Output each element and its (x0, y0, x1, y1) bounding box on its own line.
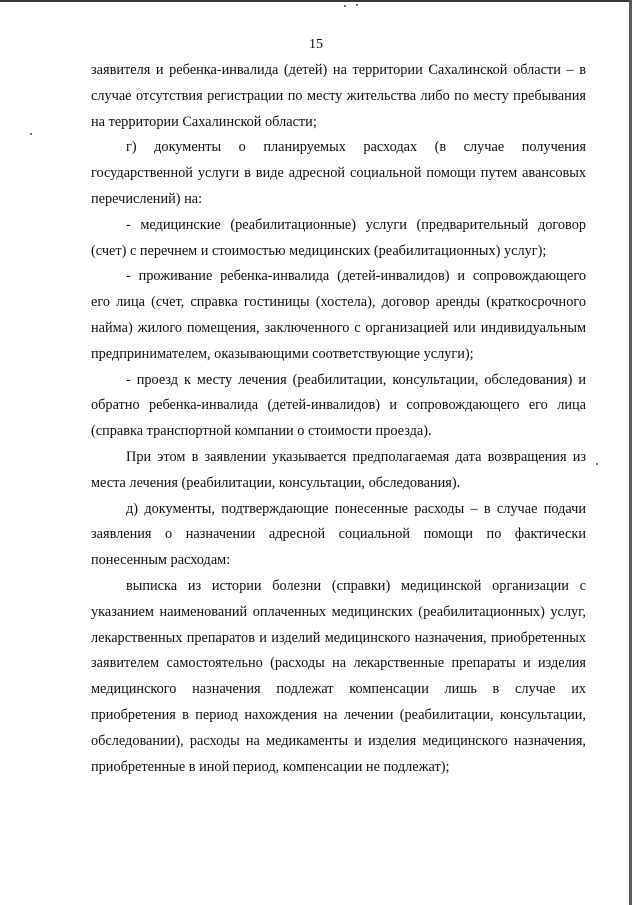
list-item-travel: - проезд к месту лечения (реабилитации, консультации, обследования) и обратно ребенка-инвалида (детей-инвалидов) и сопровождающего его лица (справка транспортной компании о стоимости проезда). (91, 371, 586, 440)
scan-edge-top (0, 0, 632, 2)
scan-speck (30, 133, 32, 135)
paragraph-medical-extract: выписка из истории болезни (справки) медицинской организации с указанием наименований оплаченных медицинских (реабилитационных) услуг, лекарственных препаратов и изделий медицинского назначения, приобретенных заявителем самостоятельно (расходы на лекарственные препараты и изделия медицинского назначения подлежат компенсации лишь в случае их приобретения в период нахождения на лечении (реабилитации, консультации, обследовании), расходы на медикаменты и изделия медицинского назначения, приобретенные в иной период, компенсации не подлежат); (91, 577, 586, 775)
page-number: 15 (309, 37, 323, 52)
scan-speck (344, 5, 346, 7)
document-body (91, 58, 586, 780)
paragraph-continuation: заявителя и ребенка-инвалида (детей) на территории Сахалинской области – в случае отсутствия регистрации по месту жительства либо по месту пребывания на территории Сахалинской области; (91, 62, 586, 130)
paragraph-incurred-expenses: д) документы, подтверждающие понесенные расходы – в случае подачи заявления о назначении адресной социальной помощи по фактически понесенным расходам: (91, 500, 586, 569)
paragraph-planned-expenses: г) документы о планируемых расходах (в случае получения государственной услуги в виде адресной социальной помощи путем авансовых перечислений) на: (91, 139, 586, 207)
scan-speck (356, 4, 358, 6)
paragraph-return-date: При этом в заявлении указывается предполагаемая дата возвращения из места лечения (реабилитации, консультации, обследования). (91, 448, 586, 491)
scan-speck (596, 463, 598, 465)
list-item-medical-services: - медицинские (реабилитационные) услуги (предварительный договор (счет) с перечнем и стоимостью медицинских (реабилитационных) услуг); (91, 216, 586, 259)
list-item-accommodation: - проживание ребенка-инвалида (детей-инвалидов) и сопровождающего его лица (счет, справка гостиницы (хостела), договор аренды (краткосрочного найма) жилого помещения, заключенного с организацией или индивидуальным предпринимателем, оказывающими соответствующие услуги); (91, 268, 586, 362)
